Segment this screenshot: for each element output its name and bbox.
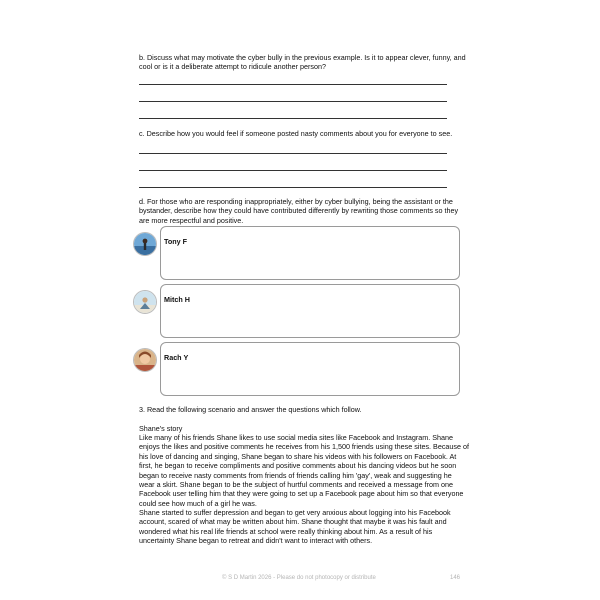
response-card-mitch <box>133 290 463 348</box>
footer-page-number: 146 <box>450 575 461 581</box>
response-box[interactable] <box>160 342 460 396</box>
question-c: c. Describe how you would feel if someone posted nasty comments about you for everyone to see. <box>139 129 453 138</box>
story-paragraph-2: Shane started to suffer depression and began to get very anxious about logging into his Facebook account, scared of what may be written about him. Shane thought that maybe it was his fault and wondered what his real life friends at school were really thinking about him. As a result of his uncertainty Shane began to retreat and didn't want to interact with others. <box>139 508 451 546</box>
question-b: b. Discuss what may motivate the cyber bully in the previous example. Is it to appear clever, funny, and cool or is it a deliberate attempt to ridicule another person? <box>139 53 466 72</box>
question-d: d. For those who are responding inappropriately, either by cyber bullying, being the assistant or the bystander, describe how they could have contributed differently by rewriting those comments so they are more respectful and positive. <box>139 197 459 225</box>
person-name: Tony F <box>164 237 188 246</box>
answer-line[interactable] <box>139 187 447 188</box>
response-card-tony <box>133 232 463 290</box>
answer-line[interactable] <box>139 153 447 154</box>
response-card-rach <box>133 348 463 406</box>
answer-line[interactable] <box>139 170 447 171</box>
person-name: Rach Y <box>164 353 189 362</box>
response-box[interactable] <box>160 226 460 280</box>
answer-line[interactable] <box>139 118 447 119</box>
story-paragraph-1: Like many of his friends Shane likes to use social media sites like Facebook and Instagram. Shane enjoys the likes and positive comments he receives from his 1,500 friends using these sites. Because of his love of dancing and singing, Shane began to share his videos with his followers on Facebook. At first, he began to receive compliments and positive comments about his dancing videos but he soon began to receive nasty comments from friends of friends calling him 'gay', weak and suggesting he wear a skirt. Shane began to be the subject of hurtful comments and received a message from one Facebook user telling him that they were going to set up a Facebook page about him so that everyone could see how much of a girl he was. <box>139 433 469 508</box>
answer-line[interactable] <box>139 101 447 102</box>
avatar-photo-icon <box>133 290 157 314</box>
answer-line[interactable] <box>139 84 447 85</box>
avatar-photo-icon <box>133 232 157 256</box>
section-3-heading: 3. Read the following scenario and answer the questions which follow. <box>139 405 362 414</box>
footer-copyright: © S D Martin 2026 - Please do not photocopy or distribute <box>222 575 376 581</box>
response-box[interactable] <box>160 284 460 338</box>
story-title: Shane's story <box>139 424 183 433</box>
person-name: Mitch H <box>164 295 190 304</box>
avatar-photo-icon <box>133 348 157 372</box>
